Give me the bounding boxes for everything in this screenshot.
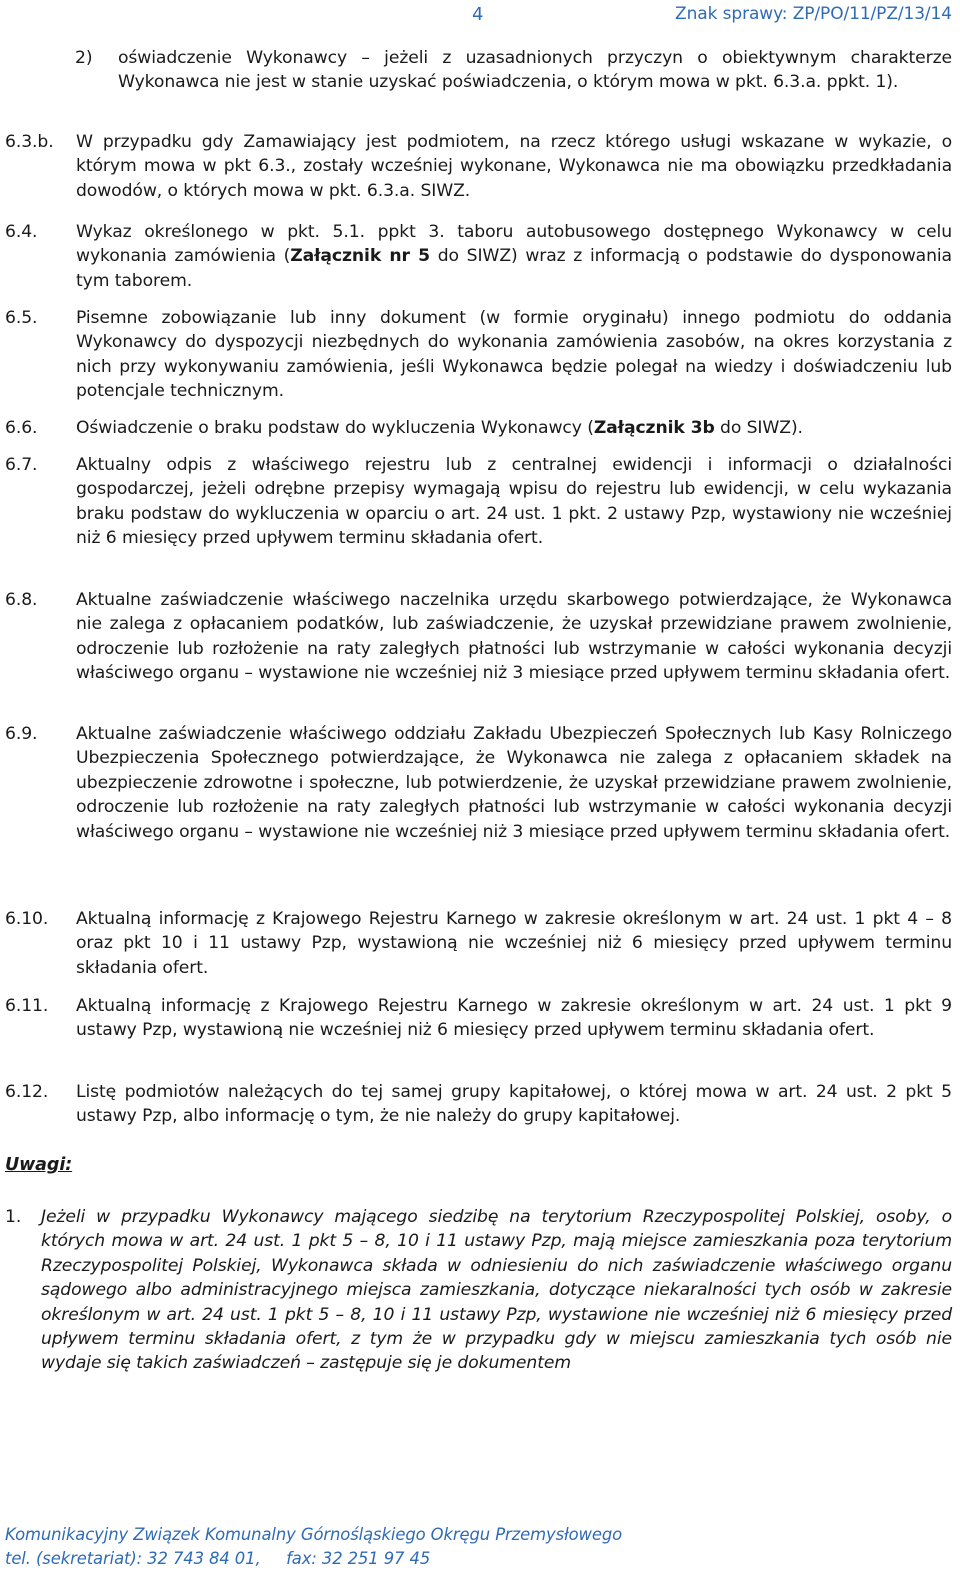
- notes-heading: Uwagi:: [5, 1155, 73, 1175]
- page-number: 4: [472, 4, 484, 25]
- section-text: Aktualną informację z Krajowego Rejestru Karnego w zakresie określonym w art. 24 ust. 1 pkt 4 – 8 oraz pkt 10 i 11 ustawy Pzp, wystawioną nie wcześniej niż 6 miesięcy przed upływem terminu składania ofert.: [76, 909, 952, 978]
- text-part: Wykaz określonego w pkt. 5.1. ppkt 3. taboru autobusowego dostępnego Wykonawcy w celu wykonania zamówienia (: [76, 222, 952, 267]
- note-number: 1.: [5, 1207, 22, 1227]
- case-number: Znak sprawy: ZP/PO/11/PZ/13/14: [675, 4, 952, 24]
- section-6-5: [5, 306, 952, 404]
- section-6-6: [5, 416, 952, 440]
- footer-organization: Komunikacyjny Związek Komunalny Górnośląskiego Okręgu Przemysłowego: [5, 1525, 623, 1544]
- section-text: Pisemne zobowiązanie lub inny dokument (w formie oryginału) innego podmiotu do oddania Wykonawcy do dyspozycji niezbędnych do wykonania zamówienia zasobów, na okres korzystania z nich przy wykonywaniu zamówienia, jeśli Wykonawca będzie polegał na wiedzy i doświadczeniu lub potencjale technicznym.: [76, 308, 952, 402]
- section-text: Listę podmiotów należących do tej samej grupy kapitałowej, o której mowa w art. 24 ust. 2 pkt 5 ustawy Pzp, albo informację o tym, że nie należy do grupy kapitałowej.: [76, 1082, 952, 1127]
- section-text: W przypadku gdy Zamawiający jest podmiotem, na rzecz którego usługi wskazane w wykazie, o którym mowa w pkt 6.3., zostały wcześniej wykonane, Wykonawca nie ma obowiązku przedkładania dowodów, o których mowa w pkt. 6.3.a. SIWZ.: [76, 132, 952, 201]
- note-text: Jeżeli w przypadku Wykonawcy mającego siedzibę na terytorium Rzeczypospolitej Polskiej, osoby, o których mowa w art. 24 ust. 1 pkt 5 – 8, 10 i 11 ustawy Pzp, mają miejsce zamieszkania poza terytorium Rzeczypospolitej Polskiej, Wykonawca składa w odniesieniu do nich zaświadczenie właściwego organu sądowego albo administracyjnego miejsca zamieszkania, dotyczące niekaralności tych osób w zakresie określonym w art. 24 ust. 1 pkt 5 – 8, 10 i 11 ustawy Pzp, wystawione nie wcześniej niż 6 miesięcy przed upływem terminu składania ofert, z tym że w przypadku gdy w miejscu zamieszkania tych osób nie wydaje się takich zaświadczeń – zastępuje się je dokumentem: [41, 1207, 952, 1374]
- section-number: 6.6.: [5, 418, 38, 438]
- section-6-7: [5, 453, 952, 551]
- text-part: do SIWZ) wraz z informacją o podstawie do dysponowania tym taborem.: [76, 246, 952, 291]
- section-number: 6.3.b.: [5, 132, 54, 152]
- section-6-3-b: [5, 130, 952, 203]
- list-item-2: [75, 46, 952, 95]
- section-number: 6.12.: [5, 1082, 49, 1102]
- item-text: oświadczenie Wykonawcy – jeżeli z uzasadnionych przyczyn o obiektywnym charakterze Wykonawca nie jest w stanie uzyskać poświadczenia, o którym mowa w pkt. 6.3.a. ppkt. 1).: [118, 48, 952, 93]
- section-6-9: [5, 722, 952, 844]
- section-text: Aktualną informację z Krajowego Rejestru Karnego w zakresie określonym w art. 24 ust. 1 pkt 9 ustawy Pzp, wystawioną nie wcześniej niż 6 miesięcy przed upływem terminu składania ofert.: [76, 996, 952, 1041]
- section-6-4: [5, 220, 952, 293]
- section-6-8: [5, 588, 952, 686]
- attachment-ref: Załącznik 3b: [593, 418, 715, 438]
- note-1: [5, 1205, 952, 1376]
- section-text: Aktualne zaświadczenie właściwego naczelnika urzędu skarbowego potwierdzające, że Wykonawca nie zalega z opłacaniem podatków, lub zaświadczenie, że uzyskał przewidziane prawem zwolnienie, odroczenie lub rozłożenie na raty zaległych płatności lub wstrzymanie w całości wykonania decyzji właściwego organu – wystawione nie wcześniej niż 3 miesiące przed upływem terminu składania ofert.: [76, 590, 952, 684]
- section-text: Aktualny odpis z właściwego rejestru lub z centralnej ewidencji i informacji o działalności gospodarczej, jeżeli odrębne przepisy wymagają wpisu do rejestru lub ewidencji, w celu wykazania braku podstaw do wykluczenia w oparciu o art. 24 ust. 1 pkt. 2 ustawy Pzp, wystawiony nie wcześniej niż 6 miesięcy przed upływem terminu składania ofert.: [76, 455, 952, 549]
- section-6-11: [5, 994, 952, 1043]
- text-part: do SIWZ).: [714, 418, 803, 438]
- section-number: 6.8.: [5, 590, 38, 610]
- section-number: 6.5.: [5, 308, 38, 328]
- section-number: 6.4.: [5, 222, 38, 242]
- section-text: Aktualne zaświadczenie właściwego oddziału Zakładu Ubezpieczeń Społecznych lub Kasy Rolniczego Ubezpieczenia Społecznego potwierdzające, że Wykonawca nie zalega z opłacaniem składek na ubezpieczenie zdrowotne i społeczne, lub potwierdzenie, że uzyskał przewidziane prawem zwolnienie, odroczenie lub rozłożenie na raty zaległych płatności lub wstrzymanie w całości wykonania decyzji właściwego organu – wystawione nie wcześniej niż 3 miesiące przed upływem terminu składania ofert.: [76, 724, 952, 842]
- section-number: 6.10.: [5, 909, 49, 929]
- section-number: 6.11.: [5, 996, 49, 1016]
- item-number: 2): [75, 48, 93, 68]
- section-text: [76, 416, 952, 440]
- section-number: 6.9.: [5, 724, 38, 744]
- attachment-ref: Załącznik nr 5: [290, 246, 430, 267]
- section-6-12: [5, 1080, 952, 1129]
- section-number: 6.7.: [5, 455, 38, 475]
- footer: [5, 1523, 622, 1572]
- section-text: [76, 220, 952, 293]
- footer-contact: tel. (sekretariat): 32 743 84 01, fax: 32 251 97 45: [5, 1549, 431, 1569]
- text-part: Oświadczenie o braku podstaw do wykluczenia Wykonawcy (: [76, 418, 594, 438]
- section-6-10: [5, 907, 952, 980]
